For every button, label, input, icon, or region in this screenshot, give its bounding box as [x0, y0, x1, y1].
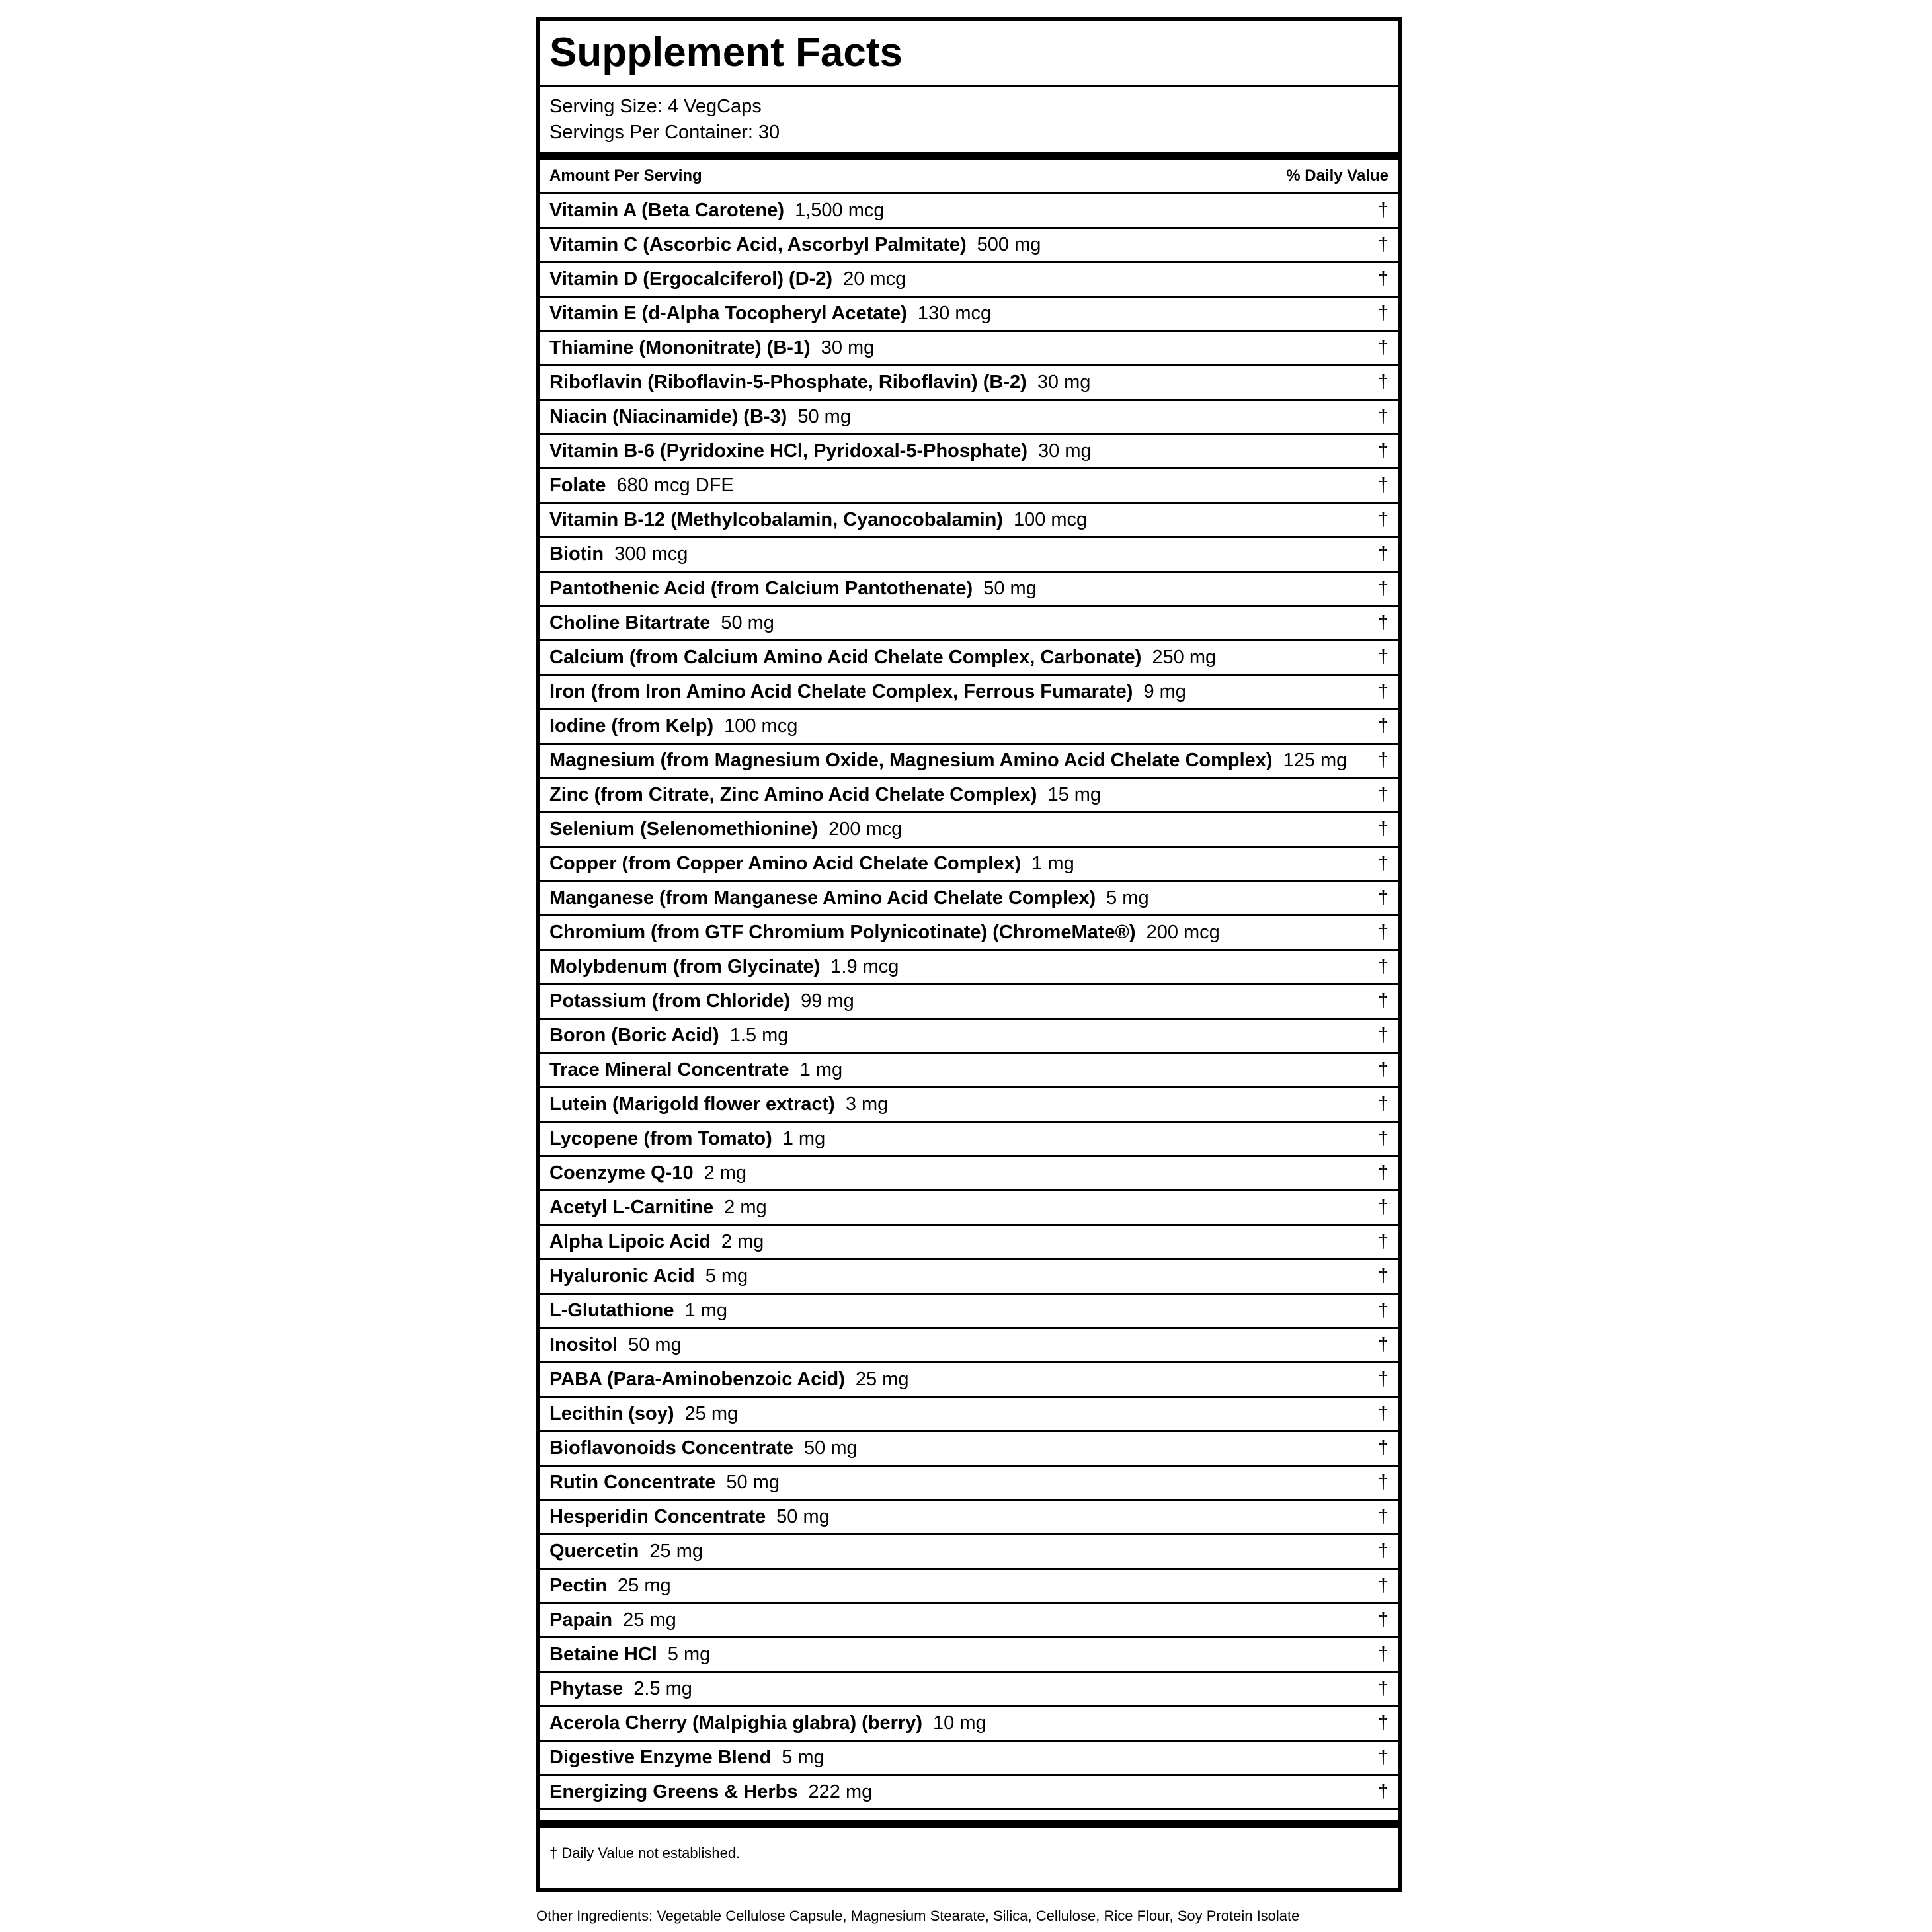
- nutrient-row: [540, 951, 1398, 985]
- daily-value-dagger: †: [1377, 1781, 1389, 1802]
- nutrient-name: Hesperidin Concentrate: [549, 1506, 766, 1527]
- nutrient-amount: 200 mcg: [828, 819, 903, 840]
- nutrient-name: Magnesium (from Magnesium Oxide, Magnesium Amino Acid Chelate Complex): [549, 750, 1273, 771]
- nutrient-row: [540, 1570, 1398, 1604]
- nutrient-name: Vitamin D (Ergocalciferol) (D-2): [549, 268, 833, 290]
- nutrient-row: [540, 607, 1398, 641]
- nutrient-name: Papain: [549, 1609, 613, 1630]
- nutrient-amount: 25 mg: [855, 1369, 909, 1390]
- nutrient-amount: 30 mg: [1038, 440, 1092, 462]
- nutrient-amount: 222 mg: [808, 1781, 873, 1802]
- daily-value-dagger: †: [1377, 819, 1389, 840]
- nutrient-name: Vitamin B-6 (Pyridoxine HCl, Pyridoxal-5-Phosphate): [549, 440, 1028, 462]
- nutrient-name: Niacin (Niacinamide) (B-3): [549, 406, 787, 427]
- nutrient-amount: 2 mg: [704, 1162, 747, 1184]
- nutrient-name: Thiamine (Mononitrate) (B-1): [549, 337, 811, 358]
- nutrient-amount: 50 mg: [726, 1472, 780, 1493]
- daily-value-dagger: †: [1377, 922, 1389, 943]
- daily-value-dagger: †: [1377, 1747, 1389, 1768]
- daily-value-dagger: †: [1377, 1162, 1389, 1184]
- nutrient-row: [540, 1398, 1398, 1432]
- daily-value-dagger: †: [1377, 887, 1389, 908]
- nutrient-amount: 500 mg: [977, 234, 1041, 255]
- daily-value-dagger: †: [1377, 1128, 1389, 1149]
- title-area: [540, 21, 1398, 87]
- nutrient-row: [540, 1535, 1398, 1570]
- nutrient-name: Vitamin C (Ascorbic Acid, Ascorbyl Palmitate): [549, 234, 967, 255]
- serving-size: Serving Size: 4 VegCaps: [549, 96, 762, 117]
- nutrient-amount: 20 mcg: [843, 268, 906, 290]
- nutrient-row: [540, 1638, 1398, 1673]
- nutrient-name: Folate: [549, 475, 606, 496]
- nutrient-name: Trace Mineral Concentrate: [549, 1059, 789, 1080]
- nutrient-row: [540, 1673, 1398, 1707]
- nutrient-amount: 100 mcg: [1013, 509, 1088, 530]
- nutrient-row: [540, 882, 1398, 916]
- nutrient-amount: 1.5 mg: [729, 1025, 789, 1046]
- nutrient-amount: 5 mg: [1106, 887, 1149, 908]
- nutrient-amount: 15 mg: [1047, 784, 1102, 805]
- nutrient-row: [540, 1088, 1398, 1123]
- nutrient-amount: 25 mg: [623, 1609, 676, 1630]
- daily-value-dagger: †: [1377, 578, 1389, 599]
- nutrient-row: [540, 1776, 1398, 1810]
- nutrient-name: Copper (from Copper Amino Acid Chelate Complex): [549, 853, 1022, 874]
- nutrient-name: Chromium (from GTF Chromium Polynicotinate) (ChromeMate®): [549, 922, 1136, 943]
- nutrient-name: Vitamin B-12 (Methylcobalamin, Cyanocobalamin): [549, 509, 1003, 530]
- nutrient-name: Alpha Lipoic Acid: [549, 1231, 711, 1252]
- nutrient-amount: 680 mcg DFE: [616, 475, 734, 496]
- nutrient-name: Rutin Concentrate: [549, 1472, 716, 1493]
- daily-value-dagger: †: [1377, 612, 1389, 633]
- nutrient-row: [540, 1742, 1398, 1776]
- daily-value-dagger: †: [1377, 337, 1389, 358]
- nutrient-name: Potassium (from Chloride): [549, 990, 791, 1012]
- daily-value-dagger: †: [1377, 750, 1389, 771]
- daily-value-dagger: †: [1377, 1678, 1389, 1699]
- nutrient-name: Selenium (Selenomethionine): [549, 819, 819, 840]
- nutrient-amount: 25 mg: [649, 1541, 703, 1562]
- panel-title: Supplement Facts: [549, 30, 903, 75]
- daily-value-dagger: †: [1377, 715, 1389, 737]
- daily-value-dagger: †: [1377, 1506, 1389, 1527]
- nutrient-name: Choline Bitartrate: [549, 612, 711, 633]
- nutrient-row: [540, 504, 1398, 538]
- nutrient-row: [540, 916, 1398, 951]
- nutrient-name: Lutein (Marigold flower extract): [549, 1094, 835, 1115]
- daily-value-dagger: †: [1377, 1712, 1389, 1734]
- daily-value-dagger: †: [1377, 509, 1389, 530]
- daily-value-dagger: †: [1377, 1094, 1389, 1115]
- nutrient-name: Vitamin A (Beta Carotene): [549, 200, 785, 221]
- nutrient-name: Lecithin (soy): [549, 1403, 674, 1424]
- nutrient-name: Inositol: [549, 1334, 618, 1355]
- nutrient-name: Lycopene (from Tomato): [549, 1128, 772, 1149]
- daily-value-dagger: †: [1377, 1609, 1389, 1630]
- nutrient-row: [540, 1707, 1398, 1742]
- nutrient-name: Betaine HCl: [549, 1644, 657, 1665]
- nutrient-row: [540, 1295, 1398, 1329]
- nutrient-amount: 99 mg: [801, 990, 854, 1012]
- nutrient-amount: 1.9 mcg: [830, 956, 899, 977]
- nutrient-row: [540, 298, 1398, 332]
- nutrient-name: Quercetin: [549, 1541, 639, 1562]
- daily-value-dagger: †: [1377, 303, 1389, 324]
- daily-value-dagger: †: [1377, 406, 1389, 427]
- nutrient-row: [540, 229, 1398, 263]
- nutrient-row: [540, 1604, 1398, 1638]
- nutrient-name: Energizing Greens & Herbs: [549, 1781, 798, 1802]
- nutrient-amount: 50 mg: [628, 1334, 682, 1355]
- nutrient-name: Pantothenic Acid (from Calcium Pantothenate): [549, 578, 973, 599]
- daily-value-dagger: †: [1377, 440, 1389, 462]
- nutrient-amount: 10 mg: [933, 1712, 986, 1734]
- daily-value-dagger: †: [1377, 1334, 1389, 1355]
- nutrient-name: Bioflavonoids Concentrate: [549, 1437, 793, 1459]
- nutrient-row: [540, 1432, 1398, 1467]
- nutrient-row: [540, 1157, 1398, 1191]
- nutrient-row: [540, 985, 1398, 1020]
- daily-value-dagger: †: [1377, 234, 1389, 255]
- daily-value-dagger: †: [1377, 647, 1389, 668]
- nutrient-name: Calcium (from Calcium Amino Acid Chelate Complex, Carbonate): [549, 647, 1142, 668]
- daily-value-dagger: †: [1377, 268, 1389, 290]
- nutrient-amount: 1 mg: [782, 1128, 826, 1149]
- nutrient-name: Boron (Boric Acid): [549, 1025, 719, 1046]
- nutrient-row: [540, 641, 1398, 676]
- nutrient-row: [540, 1226, 1398, 1260]
- nutrient-amount: 5 mg: [782, 1747, 825, 1768]
- daily-value-dagger: †: [1377, 784, 1389, 805]
- nutrient-amount: 125 mg: [1283, 750, 1348, 771]
- daily-value-dagger: †: [1377, 1575, 1389, 1596]
- nutrient-amount: 9 mg: [1143, 681, 1186, 702]
- nutrient-amount: 3 mg: [845, 1094, 889, 1115]
- nutrient-name: PABA (Para-Aminobenzoic Acid): [549, 1369, 845, 1390]
- nutrient-row: [540, 573, 1398, 607]
- daily-value-dagger: †: [1377, 1300, 1389, 1321]
- nutrient-amount: 1 mg: [684, 1300, 727, 1321]
- nutrient-amount: 50 mg: [804, 1437, 858, 1459]
- nutrient-row: [540, 1020, 1398, 1054]
- nutrient-amount: 5 mg: [705, 1266, 748, 1287]
- daily-value-dagger: †: [1377, 200, 1389, 221]
- nutrient-amount: 2 mg: [724, 1197, 767, 1218]
- nutrient-amount: 250 mg: [1152, 647, 1217, 668]
- daily-value-dagger: †: [1377, 475, 1389, 496]
- daily-value-dagger: †: [1377, 1403, 1389, 1424]
- daily-value-dagger: †: [1377, 681, 1389, 702]
- nutrient-amount: 200 mcg: [1146, 922, 1220, 943]
- nutrient-name: Coenzyme Q-10: [549, 1162, 694, 1184]
- daily-value-dagger: †: [1377, 1541, 1389, 1562]
- nutrient-amount: 2 mg: [721, 1231, 764, 1252]
- nutrient-row: [540, 1191, 1398, 1226]
- supplement-facts-panel: [536, 17, 1402, 1892]
- serving-info: [540, 87, 1398, 160]
- daily-value-dagger: †: [1377, 1437, 1389, 1459]
- nutrient-row: [540, 676, 1398, 710]
- daily-value-dagger: †: [1377, 1644, 1389, 1665]
- daily-value-dagger: †: [1377, 956, 1389, 977]
- nutrient-name: Acerola Cherry (Malpighia glabra) (berry): [549, 1712, 923, 1734]
- nutrient-name: Molybdenum (from Glycinate): [549, 956, 821, 977]
- nutrient-row: [540, 779, 1398, 813]
- nutrient-row: [540, 1260, 1398, 1295]
- nutrient-row: [540, 848, 1398, 882]
- nutrient-amount: 50 mg: [721, 612, 774, 633]
- servings-per-container: Servings Per Container: 30: [549, 122, 780, 143]
- nutrient-row: [540, 1329, 1398, 1363]
- nutrient-row: [540, 745, 1398, 779]
- nutrient-name: Phytase: [549, 1678, 624, 1699]
- nutrient-row: [540, 401, 1398, 435]
- amount-per-serving-header: Amount Per Serving: [549, 167, 702, 184]
- nutrient-row: [540, 538, 1398, 573]
- nutrient-name: Pectin: [549, 1575, 608, 1596]
- nutrient-row: [540, 1467, 1398, 1501]
- nutrient-amount: 100 mcg: [724, 715, 798, 737]
- daily-value-footnote: † Daily Value not established.: [549, 1845, 741, 1861]
- nutrient-name: Iodine (from Kelp): [549, 715, 714, 737]
- nutrient-amount: 30 mg: [1037, 372, 1091, 393]
- daily-value-dagger: †: [1377, 1472, 1389, 1493]
- nutrient-amount: 1 mg: [1031, 853, 1074, 874]
- nutrient-row: [540, 1363, 1398, 1398]
- nutrient-amount: 1 mg: [799, 1059, 843, 1080]
- nutrient-name: Digestive Enzyme Blend: [549, 1747, 772, 1768]
- table-header: [540, 160, 1398, 194]
- nutrient-amount: 2.5 mg: [633, 1678, 692, 1699]
- nutrient-rows: [540, 194, 1398, 1810]
- daily-value-dagger: †: [1377, 1231, 1389, 1252]
- nutrient-row: [540, 263, 1398, 298]
- daily-value-dagger: †: [1377, 990, 1389, 1012]
- nutrient-row: [540, 813, 1398, 848]
- daily-value-dagger: †: [1377, 1059, 1389, 1080]
- nutrient-amount: 130 mcg: [917, 303, 992, 324]
- nutrient-name: L-Glutathione: [549, 1300, 674, 1321]
- nutrient-name: Acetyl L-Carnitine: [549, 1197, 714, 1218]
- nutrient-row: [540, 469, 1398, 504]
- daily-value-dagger: †: [1377, 543, 1389, 565]
- nutrient-row: [540, 710, 1398, 745]
- nutrient-amount: 50 mg: [797, 406, 851, 427]
- nutrient-amount: 25 mg: [684, 1403, 739, 1424]
- daily-value-dagger: †: [1377, 1266, 1389, 1287]
- nutrient-row: [540, 1054, 1398, 1088]
- nutrient-name: Zinc (from Citrate, Zinc Amino Acid Chelate Complex): [549, 784, 1037, 805]
- nutrient-name: Manganese (from Manganese Amino Acid Chelate Complex): [549, 887, 1096, 908]
- daily-value-dagger: †: [1377, 1025, 1389, 1046]
- nutrient-row: [540, 435, 1398, 469]
- nutrient-name: Hyaluronic Acid: [549, 1266, 695, 1287]
- nutrient-amount: 50 mg: [983, 578, 1037, 599]
- nutrient-row: [540, 332, 1398, 366]
- nutrient-name: Riboflavin (Riboflavin-5-Phosphate, Riboflavin) (B-2): [549, 372, 1027, 393]
- bottom-divider: [540, 1810, 1398, 1828]
- daily-value-dagger: †: [1377, 372, 1389, 393]
- nutrient-row: [540, 1501, 1398, 1535]
- other-ingredients: Other Ingredients: Vegetable Cellulose Capsule, Magnesium Stearate, Silica, Cellulose, Rice Flour, Soy Protein Isolate: [536, 1908, 1300, 1924]
- nutrient-row: [540, 194, 1398, 229]
- nutrient-row: [540, 1123, 1398, 1157]
- nutrient-name: Vitamin E (d-Alpha Tocopheryl Acetate): [549, 303, 907, 324]
- nutrient-amount: 1,500 mcg: [795, 200, 885, 221]
- daily-value-dagger: †: [1377, 1197, 1389, 1218]
- daily-value-header: % Daily Value: [1286, 167, 1389, 184]
- nutrient-amount: 25 mg: [618, 1575, 671, 1596]
- nutrient-amount: 5 mg: [667, 1644, 711, 1665]
- daily-value-dagger: †: [1377, 1369, 1389, 1390]
- nutrient-row: [540, 366, 1398, 401]
- daily-value-dagger: †: [1377, 853, 1389, 874]
- nutrient-name: Iron (from Iron Amino Acid Chelate Complex, Ferrous Fumarate): [549, 681, 1133, 702]
- nutrient-amount: 30 mg: [821, 337, 875, 358]
- nutrient-name: Biotin: [549, 543, 604, 565]
- nutrient-amount: 50 mg: [776, 1506, 830, 1527]
- nutrient-amount: 300 mcg: [614, 543, 688, 565]
